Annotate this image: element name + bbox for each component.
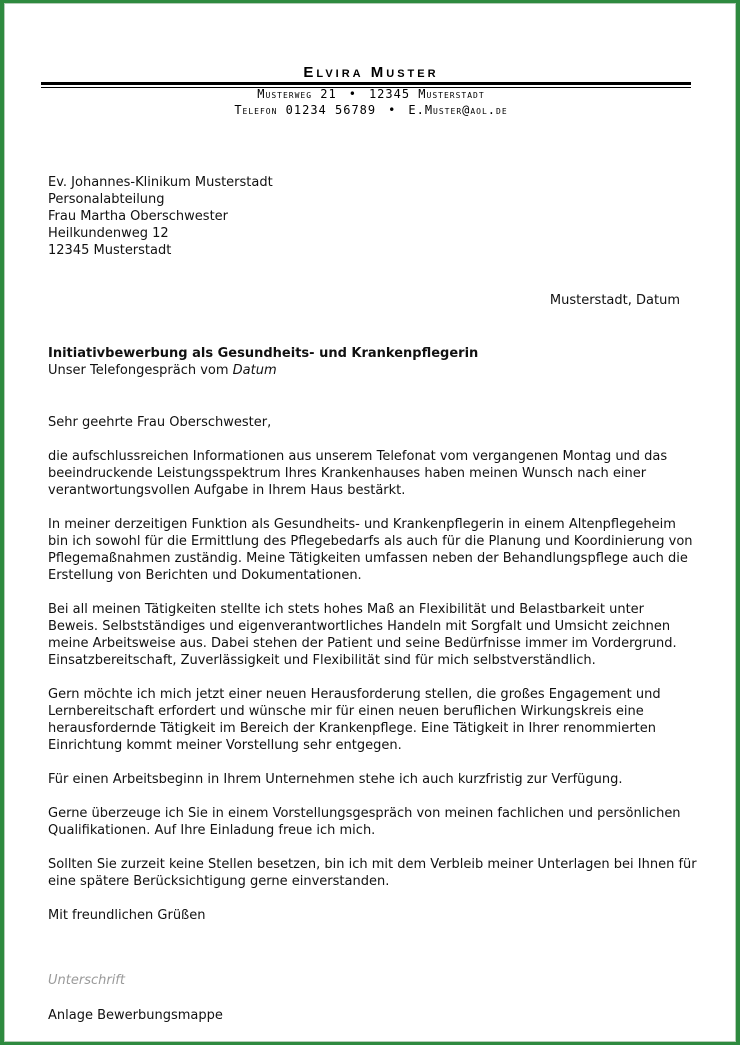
sender-street: Musterweg 21	[257, 87, 337, 101]
closing: Mit freundlichen Grüßen	[48, 908, 206, 923]
recipient-address	[48, 174, 273, 259]
letter-page	[4, 3, 736, 1042]
header-rule-thick	[41, 82, 691, 85]
body-paragraph: Gern möchte ich mich jetzt einer neuen Herausforderung stellen, die großes Engagement und Lernbereitschaft erfordert und wünsche mir für einen neuen beruflichen Wirkungskreis eine herausfordernde Tätigkeit im Bereich der Krankenpflege. Eine Tätigkeit in Ihrer renommierten Einrichtung kommt meiner Vorstellung sehr entgegen.	[48, 687, 661, 753]
sender-contact-line	[5, 103, 737, 117]
signature-placeholder: Unterschrift	[48, 973, 125, 988]
subject-ref-prefix: Unser Telefongespräch vom	[48, 363, 233, 378]
separator-dot: •	[388, 103, 397, 117]
body-paragraph: Bei all meinen Tätigkeiten stellte ich stets hohes Maß an Flexibilität und Belastbarkeit unter Beweis. Selbstständiges und eigenverantwortliches Handeln mit Sorgfalt und Umsicht zeichnen meine Arbeitsweise aus. Dabei stehen der Patient und seine Bedürfnisse immer im Vordergrund. Einsatzbereitschaft, Zuverlässigkeit und Flexibilität sind für mich selbstverständlich.	[48, 602, 677, 668]
sender-email: E.Muster@aol.de	[408, 103, 508, 117]
body-paragraph: die aufschlussreichen Informationen aus unserem Telefonat vom vergangenen Montag und das beeindruckende Leistungsspektrum Ihres Krankenhauses haben meinen Wunsch nach einer verantwortungsvollen Aufgabe in Ihrem Haus bestärkt.	[48, 449, 668, 498]
letter-body	[48, 414, 698, 924]
recipient-line: 12345 Musterstadt	[48, 243, 172, 258]
separator-dot: •	[348, 87, 357, 101]
subject-reference	[48, 362, 478, 379]
body-paragraph: In meiner derzeitigen Funktion als Gesundheits- und Krankenpflegerin in einem Altenpflegeheim bin ich sowohl für die Ermittlung des Pflegebedarfs als auch für die Planung und Koordinierung von Pflegemaßnahmen zuständig. Meine Tätigkeiten umfassen neben der Behandlungspflege auch die Erstellung von Berichten und Dokumentationen.	[48, 517, 693, 583]
sender-phone: Telefon 01234 56789	[234, 103, 377, 117]
subject-block	[48, 345, 478, 379]
sender-city: 12345 Musterstadt	[368, 87, 485, 101]
subject-ref-date: Datum	[232, 363, 277, 378]
subject-title: Initiativbewerbung als Gesundheits- und Krankenpflegerin	[48, 346, 479, 361]
recipient-line: Frau Martha Oberschwester	[48, 209, 229, 224]
recipient-line: Personalabteilung	[48, 192, 165, 207]
sender-address-line	[5, 87, 737, 101]
body-paragraph: Sollten Sie zurzeit keine Stellen besetzen, bin ich mit dem Verbleib meiner Unterlagen bei Ihnen für eine spätere Berücksichtigung gerne einverstanden.	[48, 857, 697, 889]
recipient-line: Ev. Johannes-Klinikum Musterstadt	[48, 175, 273, 190]
date-line: Musterstadt, Datum	[549, 293, 680, 308]
sender-name: Elvira Muster	[303, 64, 439, 81]
body-paragraph: Für einen Arbeitsbeginn in Ihrem Unternehmen stehe ich auch kurzfristig zur Verfügung.	[48, 772, 623, 787]
recipient-line: Heilkundenweg 12	[48, 226, 169, 241]
salutation: Sehr geehrte Frau Oberschwester,	[48, 415, 272, 430]
body-paragraph: Gerne überzeuge ich Sie in einem Vorstellungsgespräch von meinen fachlichen und persönlichen Qualifikationen. Auf Ihre Einladung freue ich mich.	[48, 806, 681, 838]
enclosure-line: Anlage Bewerbungsmappe	[48, 1008, 223, 1023]
